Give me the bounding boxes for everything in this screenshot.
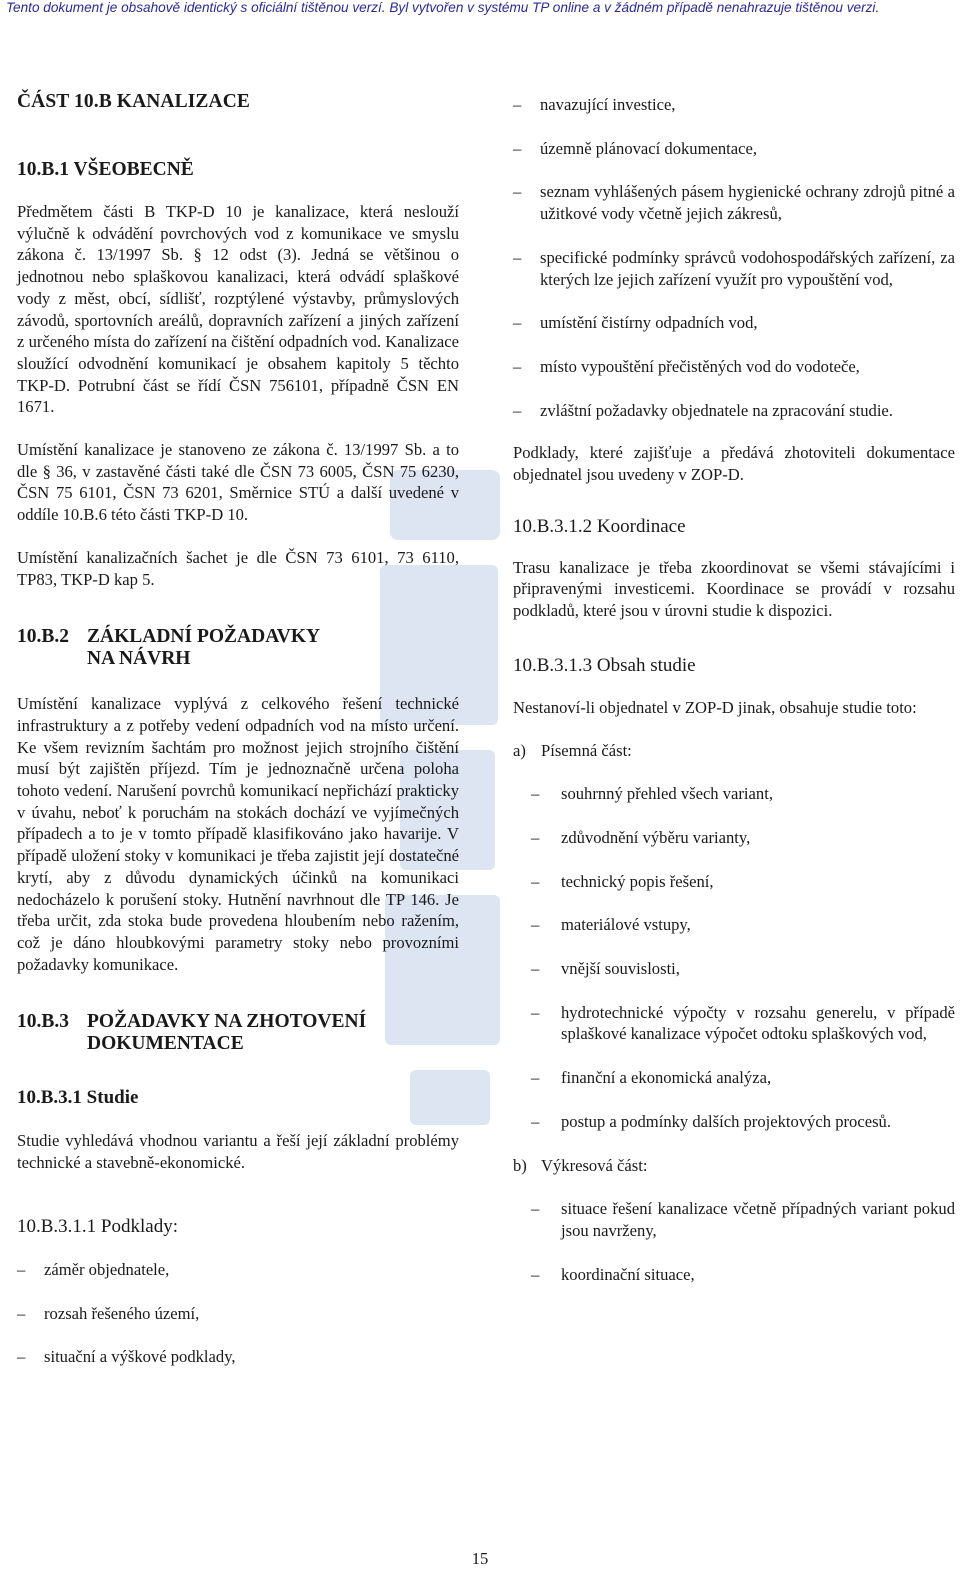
list-item: – materiálové vstupy, bbox=[531, 915, 691, 935]
paragraph-placement: Umístění kanalizace je stanoveno ze zákona č. 13/1997 Sb. a to dle § 36, v zastavěné části také dle ČSN 73 6005, ČSN 75 6230, ČSN 75 6101, ČSN 73 6201, Směrnice STÚ a další uvedené v oddíle 10.B.6 této části TKP-D 10. bbox=[17, 440, 459, 525]
section-number: 10.B.2 bbox=[17, 626, 70, 648]
section-title-line: ZÁKLADNÍ POŽADAVKY bbox=[87, 626, 321, 648]
subsection-heading-study: 10.B.3.1 Studie bbox=[17, 1087, 139, 1109]
list-item: – seznam vyhlášených pásem hygienické ochrany zdrojů pitné a užitkové vody včetně jejich zákresů, bbox=[513, 182, 955, 224]
subsection-heading-inputs: 10.B.3.1.1 Podklady: bbox=[17, 1215, 178, 1237]
written-part-list bbox=[513, 783, 955, 1132]
list-item: – zvláštní požadavky objednatele na zpracování studie. bbox=[513, 400, 893, 420]
list-item: – finanční a ekonomická analýza, bbox=[531, 1068, 772, 1088]
drawing-part-list bbox=[513, 1198, 955, 1285]
list-item: – hydrotechnické výpočty v rozsahu generelu, v případě splaškové kanalizace výpočet odtoku splaškových vod, bbox=[531, 1002, 955, 1044]
list-item: – postup a podmínky dalších projektových procesů. bbox=[531, 1111, 891, 1131]
paragraph-subject: Předmětem části B TKP-D 10 je kanalizace, která neslouží výlučně k odvádění povrchových vod z komunikace ve smyslu zákona č. 13/1997 Sb. § 12 odst (3). Jedná se většinou o jednotnou nebo splaškovou kanalizaci, která odvádí splaškové vody z měst, obcí, sídlišť, rozptýlené výstavby, průmyslových závodů, sportovních areálů, dopravních zařízení a jiných zařízení z určeného místa do zařízení na čištění odpadních vod. Kanalizace sloužící odvodnění komunikací je obsahem kapitoly 5 těchto TKP-D. Potrubní část se řídí ČSN 756101, případně ČSN EN 1671. bbox=[17, 202, 459, 417]
left-column bbox=[17, 90, 459, 1368]
list-item: – souhrnný přehled všech variant, bbox=[531, 784, 773, 804]
list-item: – záměr objednatele, bbox=[17, 1259, 170, 1279]
section-title-line: POŽADAVKY NA ZHOTOVENÍ bbox=[87, 1011, 367, 1033]
section-heading-documentation bbox=[17, 1011, 459, 1055]
section-heading-requirements bbox=[17, 626, 459, 670]
paragraph-inputs-note: Podklady, které zajišťuje a předává zhotoviteli dokumentace objednatel jsou uvedeny v ZOP-D. bbox=[513, 443, 955, 485]
subsection-heading-study-content: 10.B.3.1.3 Obsah studie bbox=[513, 654, 696, 676]
list-item: – specifické podmínky správců vodohospodářských zařízení, za kterých lze jejich zařízení využít pro vypouštění vod, bbox=[513, 247, 955, 289]
list-item: – zdůvodnění výběru varianty, bbox=[531, 827, 751, 847]
paragraph-manholes: Umístění kanalizačních šachet je dle ČSN 73 6101, 73 6110, TP83, TKP-D kap 5. bbox=[17, 547, 459, 589]
list-item: – rozsah řešeného území, bbox=[17, 1303, 200, 1323]
part-title: ČÁST 10.B KANALIZACE bbox=[17, 91, 250, 112]
section-title-line: DOKUMENTACE bbox=[87, 1033, 244, 1055]
list-item: – koordinační situace, bbox=[531, 1264, 695, 1284]
section-title-line: NA NÁVRH bbox=[87, 648, 191, 670]
paragraph-study-content: Nestanoví-li objednatel v ZOP-D jinak, obsahuje studie toto: bbox=[513, 697, 917, 717]
subsection-heading-coordination: 10.B.3.1.2 Koordinace bbox=[513, 515, 686, 537]
written-part-heading: a) Písemná část: bbox=[513, 740, 632, 760]
list-item: – navazující investice, bbox=[513, 95, 676, 114]
paragraph-coordination: Trasu kanalizace je třeba zkoordinovat se všemi stávajícími i připravenými investicemi. Koordinace se provádí v rozsahu podkladů, které jsou v úrovni studie k dispozici. bbox=[513, 557, 955, 621]
section-heading-general: 10.B.1 VŠEOBECNĚ bbox=[17, 159, 194, 180]
paragraph-requirements: Umístění kanalizace vyplývá z celkového řešení technické infrastruktury a z potřeby vedení odpadních vod na místo určení. Ke všem revizním šachtám pro možnost jejich strojního čištění musí být zajištěn příjezd. Tím je jednoznačně určena poloha tohoto vedení. Narušení povrchů komunikací nepřichází prakticky v úvahu, neboť k poruchám na stokách dochází ve vyjímečných případech a to je v tomto případě klasifikováno jako havarije. V případě uložení stoky v komunikaci je třeba zajistit její dostatečné krytí, aby z důvodu dynamických účinků na komunikaci nedocházelo k porušení stoky. Hutnění navrhnout dle TP 146. Je třeba určit, zda stoka bude provedena hloubením nebo ražením, což je dáno hloubkovými parametry stoky nebo provozními požadavky komunikace. bbox=[17, 694, 459, 974]
list-item: – územně plánovací dokumentace, bbox=[513, 138, 758, 158]
list-item: – umístění čistírny odpadních vod, bbox=[513, 313, 758, 333]
list-item: – místo vypouštění přečistěných vod do vodoteče, bbox=[513, 356, 860, 376]
list-item: – vnější souvislosti, bbox=[531, 959, 680, 979]
inputs-list bbox=[17, 1259, 459, 1368]
section-number: 10.B.3 bbox=[17, 1011, 70, 1033]
disclaimer-banner: Tento dokument je obsahově identický s oficiální tištěnou verzí. Byl vytvořen v systému TP online a v žádném případě nenahrazuje tištěnou verzi. bbox=[6, 0, 880, 15]
right-column bbox=[513, 94, 955, 1285]
inputs-list-continued bbox=[513, 94, 955, 421]
page-number: 15 bbox=[471, 1549, 489, 1568]
list-item: – situační a výškové podklady, bbox=[17, 1347, 236, 1367]
drawing-part-heading: b) Výkresová část: bbox=[513, 1155, 648, 1175]
paragraph-study: Studie vyhledává vhodnou variantu a řeší její základní problémy technické a stavebně-ekonomické. bbox=[17, 1131, 459, 1173]
list-item: – technický popis řešení, bbox=[531, 871, 714, 891]
list-item: – situace řešení kanalizace včetně případných variant pokud jsou navrženy, bbox=[531, 1199, 955, 1240]
